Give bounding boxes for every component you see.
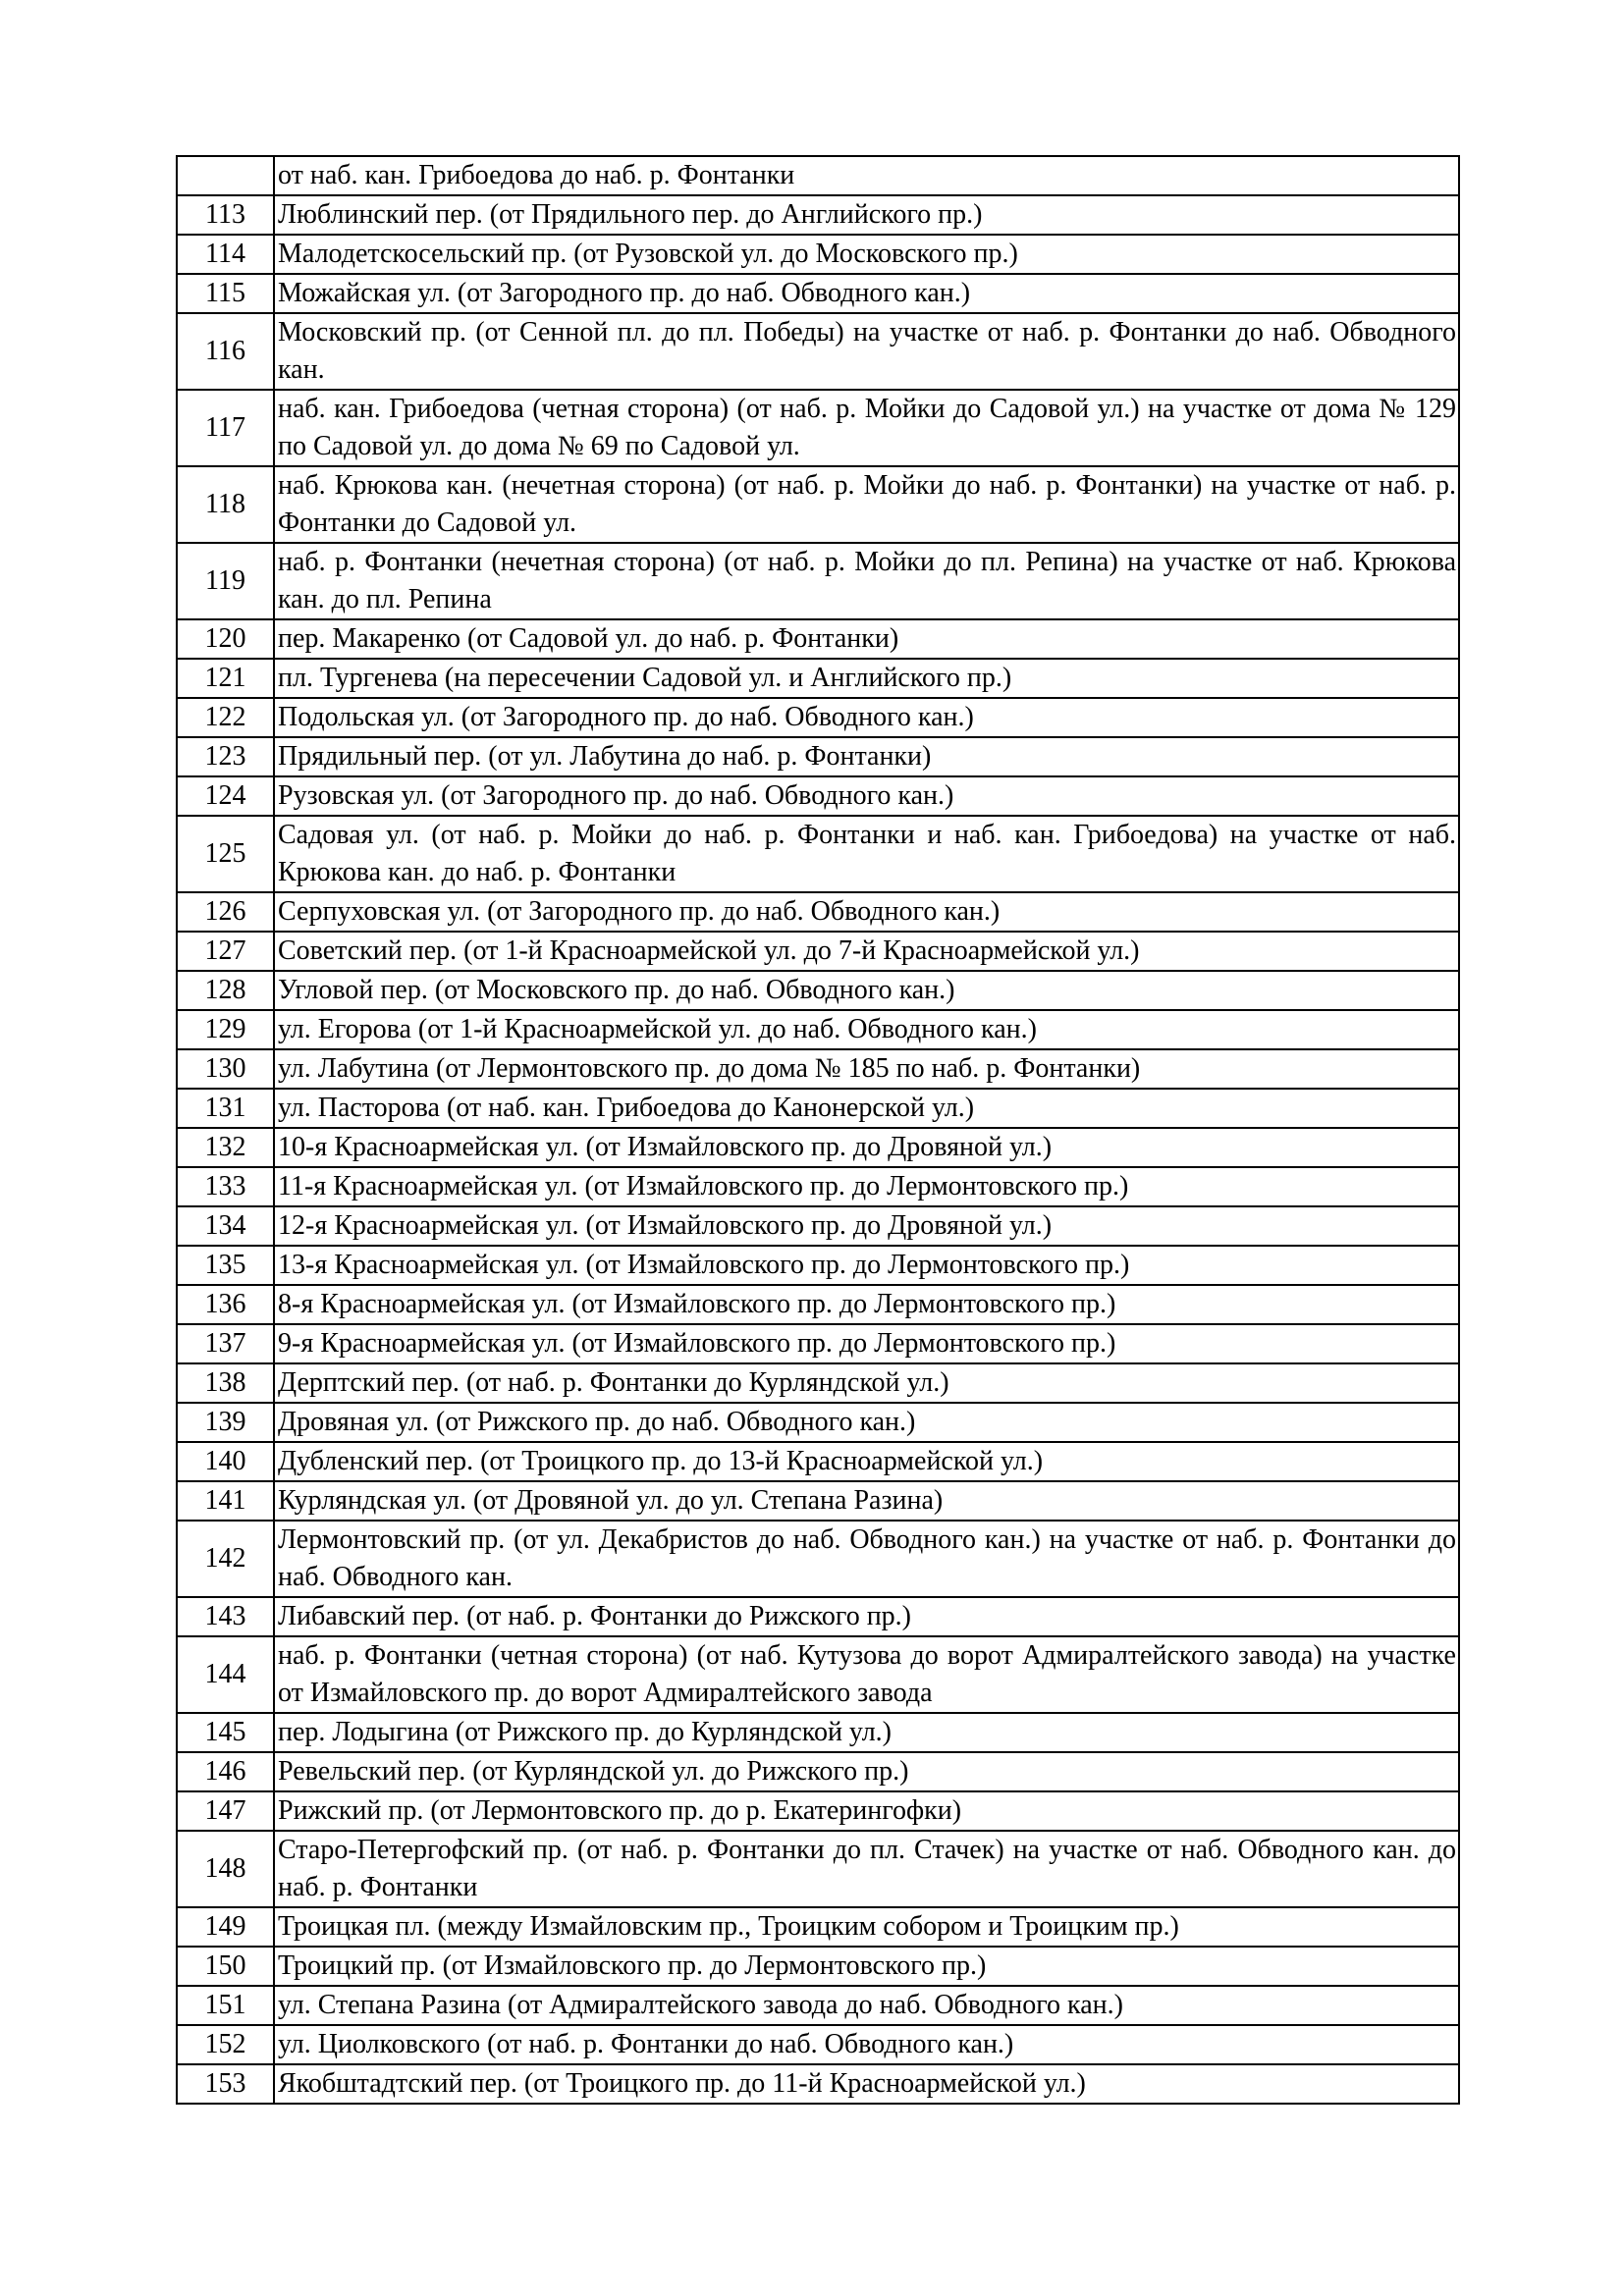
street-description: пл. Тургенева (на пересечении Садовой ул. и Английского пр.)	[274, 659, 1459, 698]
street-description: 12-я Красноармейская ул. (от Измайловского пр. до Дровяной ул.)	[274, 1206, 1459, 1246]
street-description: от наб. кан. Грибоедова до наб. р. Фонтанки	[274, 156, 1459, 195]
row-number: 114	[177, 235, 274, 274]
table-row	[177, 932, 1459, 971]
street-description: ул. Егорова (от 1-й Красноармейской ул. до наб. Обводного кан.)	[274, 1010, 1459, 1049]
street-description: Можайская ул. (от Загородного пр. до наб. Обводного кан.)	[274, 274, 1459, 313]
street-description: наб. р. Фонтанки (четная сторона) (от наб. Кутузова до ворот Адмиралтейского завода) на участке от Измайловского пр. до ворот Адмиралтейского завода	[274, 1636, 1459, 1713]
street-description: Дровяная ул. (от Рижского пр. до наб. Обводного кан.)	[274, 1403, 1459, 1442]
table-row	[177, 1167, 1459, 1206]
street-description: 9-я Красноармейская ул. (от Измайловского пр. до Лермонтовского пр.)	[274, 1324, 1459, 1363]
street-description: Прядильный пер. (от ул. Лабутина до наб. р. Фонтанки)	[274, 737, 1459, 776]
table-row	[177, 2064, 1459, 2104]
table-row	[177, 235, 1459, 274]
table-row	[177, 1521, 1459, 1597]
street-description: Дерптский пер. (от наб. р. Фонтанки до Курляндской ул.)	[274, 1363, 1459, 1403]
street-description: Угловой пер. (от Московского пр. до наб. Обводного кан.)	[274, 971, 1459, 1010]
street-description: Троицкий пр. (от Измайловского пр. до Лермонтовского пр.)	[274, 1947, 1459, 1986]
street-description: Либавский пер. (от наб. р. Фонтанки до Рижского пр.)	[274, 1597, 1459, 1636]
row-number: 118	[177, 466, 274, 543]
row-number: 143	[177, 1597, 274, 1636]
street-description: ул. Степана Разина (от Адмиралтейского завода до наб. Обводного кан.)	[274, 1986, 1459, 2025]
table-row	[177, 274, 1459, 313]
table-row	[177, 1713, 1459, 1752]
row-number: 142	[177, 1521, 274, 1597]
table-row	[177, 1246, 1459, 1285]
table-row	[177, 659, 1459, 698]
street-description: Люблинский пер. (от Прядильного пер. до Английского пр.)	[274, 195, 1459, 235]
table-row	[177, 543, 1459, 619]
table-row	[177, 816, 1459, 892]
row-number: 125	[177, 816, 274, 892]
row-number: 134	[177, 1206, 274, 1246]
table-row	[177, 195, 1459, 235]
row-number: 148	[177, 1831, 274, 1907]
table-row	[177, 1986, 1459, 2025]
table-row	[177, 1089, 1459, 1128]
row-number: 144	[177, 1636, 274, 1713]
row-number: 115	[177, 274, 274, 313]
table-row	[177, 971, 1459, 1010]
row-number: 132	[177, 1128, 274, 1167]
row-number: 121	[177, 659, 274, 698]
row-number: 128	[177, 971, 274, 1010]
street-description: ул. Пасторова (от наб. кан. Грибоедова до Канонерской ул.)	[274, 1089, 1459, 1128]
street-description: Троицкая пл. (между Измайловским пр., Троицким собором и Троицким пр.)	[274, 1907, 1459, 1947]
street-description: пер. Лодыгина (от Рижского пр. до Курляндской ул.)	[274, 1713, 1459, 1752]
row-number: 151	[177, 1986, 274, 2025]
street-description: Дубленский пер. (от Троицкого пр. до 13-й Красноармейской ул.)	[274, 1442, 1459, 1481]
row-number: 138	[177, 1363, 274, 1403]
table-row	[177, 156, 1459, 195]
table-row	[177, 1285, 1459, 1324]
table-row	[177, 776, 1459, 816]
street-description: Садовая ул. (от наб. р. Мойки до наб. р. Фонтанки и наб. кан. Грибоедова) на участке от наб. Крюкова кан. до наб. р. Фонтанки	[274, 816, 1459, 892]
street-description: 10-я Красноармейская ул. (от Измайловского пр. до Дровяной ул.)	[274, 1128, 1459, 1167]
street-description: 11-я Красноармейская ул. (от Измайловского пр. до Лермонтовского пр.)	[274, 1167, 1459, 1206]
row-number: 119	[177, 543, 274, 619]
street-description: Серпуховская ул. (от Загородного пр. до наб. Обводного кан.)	[274, 892, 1459, 932]
table-row	[177, 1128, 1459, 1167]
street-description: Московский пр. (от Сенной пл. до пл. Победы) на участке от наб. р. Фонтанки до наб. Обводного кан.	[274, 313, 1459, 390]
street-description: Лермонтовский пр. (от ул. Декабристов до наб. Обводного кан.) на участке от наб. р. Фонтанки до наб. Обводного кан.	[274, 1521, 1459, 1597]
table-row	[177, 1481, 1459, 1521]
row-number: 122	[177, 698, 274, 737]
row-number: 116	[177, 313, 274, 390]
table-row	[177, 1831, 1459, 1907]
street-description: пер. Макаренко (от Садовой ул. до наб. р. Фонтанки)	[274, 619, 1459, 659]
row-number: 136	[177, 1285, 274, 1324]
street-description: Рижский пр. (от Лермонтовского пр. до р. Екатерингофки)	[274, 1791, 1459, 1831]
row-number: 140	[177, 1442, 274, 1481]
row-number: 135	[177, 1246, 274, 1285]
street-list-table	[176, 155, 1460, 2105]
street-description: ул. Лабутина (от Лермонтовского пр. до дома № 185 по наб. р. Фонтанки)	[274, 1049, 1459, 1089]
street-description: Курляндская ул. (от Дровяной ул. до ул. Степана Разина)	[274, 1481, 1459, 1521]
row-number: 130	[177, 1049, 274, 1089]
table-row	[177, 1403, 1459, 1442]
table-row	[177, 1636, 1459, 1713]
row-number: 147	[177, 1791, 274, 1831]
street-description: ул. Циолковского (от наб. р. Фонтанки до наб. Обводного кан.)	[274, 2025, 1459, 2064]
street-description: Ревельский пер. (от Курляндской ул. до Рижского пр.)	[274, 1752, 1459, 1791]
street-description: Советский пер. (от 1-й Красноармейской ул. до 7-й Красноармейской ул.)	[274, 932, 1459, 971]
row-number: 139	[177, 1403, 274, 1442]
row-number: 145	[177, 1713, 274, 1752]
table-row	[177, 698, 1459, 737]
row-number: 117	[177, 390, 274, 466]
row-number: 120	[177, 619, 274, 659]
table-row	[177, 1206, 1459, 1246]
table-row	[177, 1049, 1459, 1089]
row-number: 137	[177, 1324, 274, 1363]
row-number: 153	[177, 2064, 274, 2104]
street-description: Якобштадтский пер. (от Троицкого пр. до 11-й Красноармейской ул.)	[274, 2064, 1459, 2104]
row-number: 150	[177, 1947, 274, 1986]
street-description: Рузовская ул. (от Загородного пр. до наб. Обводного кан.)	[274, 776, 1459, 816]
table-row	[177, 390, 1459, 466]
street-description: Малодетскосельский пр. (от Рузовской ул. до Московского пр.)	[274, 235, 1459, 274]
street-description: наб. кан. Грибоедова (четная сторона) (от наб. р. Мойки до Садовой ул.) на участке от дома № 129 по Садовой ул. до дома № 69 по Садовой ул.	[274, 390, 1459, 466]
table-row	[177, 313, 1459, 390]
street-description: наб. р. Фонтанки (нечетная сторона) (от наб. р. Мойки до пл. Репина) на участке от наб. Крюкова кан. до пл. Репина	[274, 543, 1459, 619]
row-number: 149	[177, 1907, 274, 1947]
table-body	[177, 156, 1459, 2104]
row-number: 124	[177, 776, 274, 816]
table-row	[177, 1324, 1459, 1363]
street-description: 8-я Красноармейская ул. (от Измайловского пр. до Лермонтовского пр.)	[274, 1285, 1459, 1324]
row-number: 133	[177, 1167, 274, 1206]
table-row	[177, 737, 1459, 776]
row-number: 129	[177, 1010, 274, 1049]
row-number: 152	[177, 2025, 274, 2064]
table-row	[177, 619, 1459, 659]
street-description: Подольская ул. (от Загородного пр. до наб. Обводного кан.)	[274, 698, 1459, 737]
row-number: 141	[177, 1481, 274, 1521]
table-row	[177, 1010, 1459, 1049]
row-number: 146	[177, 1752, 274, 1791]
row-number: 127	[177, 932, 274, 971]
table-row	[177, 892, 1459, 932]
street-description: Старо-Петергофский пр. (от наб. р. Фонтанки до пл. Стачек) на участке от наб. Обводного кан. до наб. р. Фонтанки	[274, 1831, 1459, 1907]
row-number: 123	[177, 737, 274, 776]
table-row	[177, 1442, 1459, 1481]
street-description: наб. Крюкова кан. (нечетная сторона) (от наб. р. Мойки до наб. р. Фонтанки) на участке от наб. р. Фонтанки до Садовой ул.	[274, 466, 1459, 543]
table-row	[177, 2025, 1459, 2064]
table-row	[177, 1752, 1459, 1791]
row-number: 126	[177, 892, 274, 932]
table-row	[177, 1363, 1459, 1403]
table-row	[177, 1597, 1459, 1636]
table-row	[177, 1907, 1459, 1947]
table-row	[177, 466, 1459, 543]
row-number: 131	[177, 1089, 274, 1128]
street-description: 13-я Красноармейская ул. (от Измайловского пр. до Лермонтовского пр.)	[274, 1246, 1459, 1285]
row-number: 113	[177, 195, 274, 235]
row-number	[177, 156, 274, 195]
table-row	[177, 1947, 1459, 1986]
table-row	[177, 1791, 1459, 1831]
